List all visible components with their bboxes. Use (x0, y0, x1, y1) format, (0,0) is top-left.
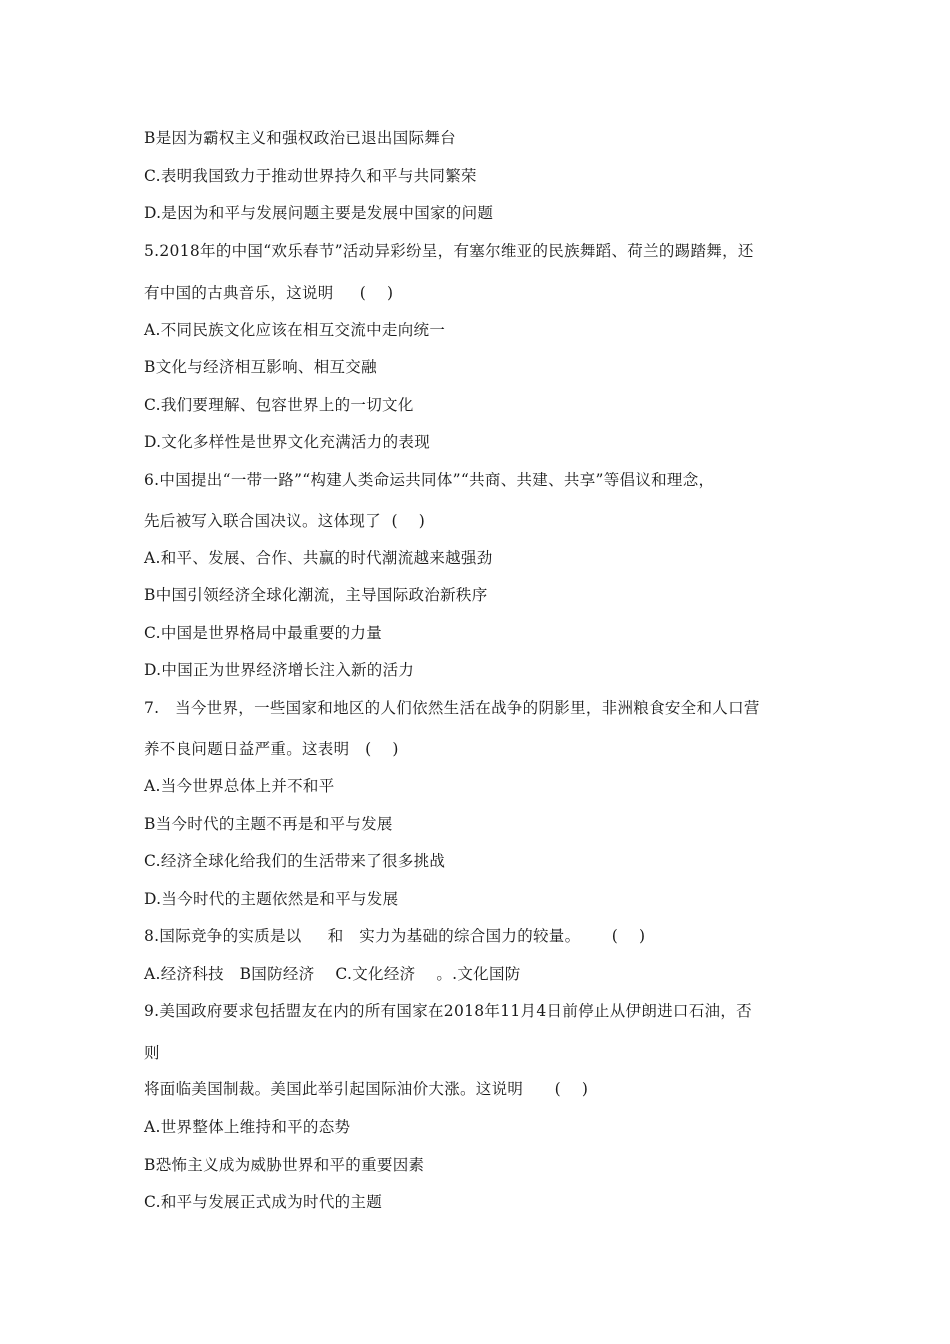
question-9-stem-line-3: 将面临美国制裁。美国此举引起国际油价大涨。这说明 ( ) (144, 1080, 589, 1098)
question-6-option-b: B中国引领经济全球化潮流，主导国际政治新秩序 (144, 586, 488, 604)
question-5-option-a: A.不同民族文化应该在相互交流中走向统一 (144, 321, 446, 339)
question-5-option-d: D.文化多样性是世界文化充满活力的表现 (144, 433, 431, 451)
question-6-stem-line-2: 先后被写入联合国决议。这体现了 ( ) (144, 512, 426, 530)
text-line-1: B是因为霸权主义和强权政治已退出国际舞台 (144, 129, 456, 147)
question-6-option-a: A.和平、发展、合作、共赢的时代潮流越来越强劲 (144, 549, 493, 567)
question-9-option-a: A.世界整体上维持和平的态势 (144, 1118, 351, 1136)
text-line-3: D.是因为和平与发展问题主要是发展中国家的问题 (144, 204, 494, 222)
question-7-stem-line-2: 养不良问题日益严重。这表明 ( ) (144, 740, 399, 758)
question-6-stem-line-1: 6.中国提出“一带一路”“构建人类命运共同体”“共商、共建、共享”等倡议和理念， (144, 471, 715, 489)
question-8-stem: 8.国际竞争的实质是以 和 实力为基础的综合国力的较量。 ( ) (144, 927, 646, 945)
question-7-option-c: C.经济全球化给我们的生活带来了很多挑战 (144, 852, 446, 870)
question-5-option-b: B文化与经济相互影响、相互交融 (144, 358, 377, 376)
question-5-stem-line-1: 5.2018年的中国“欢乐春节”活动异彩纷呈，有塞尔维亚的民族舞蹈、荷兰的踢踏舞，还 (144, 242, 754, 260)
question-8-options: A.经济科技 B国防经济 C.文化经济 。.文化国防 (144, 965, 521, 983)
question-9-option-c: C.和平与发展正式成为时代的主题 (144, 1193, 383, 1211)
question-9-stem-line-2: 则 (144, 1044, 160, 1062)
question-9-option-b: B恐怖主义成为威胁世界和平的重要因素 (144, 1156, 425, 1174)
question-7-option-a: A.当今世界总体上并不和平 (144, 777, 335, 795)
question-9-stem-line-1: 9.美国政府要求包括盟友在内的所有国家在2018年11月4日前停止从伊朗进口石油，否 (144, 1002, 752, 1020)
question-5-stem-line-2: 有中国的古典音乐，这说明 ( ) (144, 284, 394, 302)
question-6-option-d: D.中国正为世界经济增长注入新的活力 (144, 661, 415, 679)
question-5-option-c: C.我们要理解、包容世界上的一切文化 (144, 396, 414, 414)
question-7-option-b: B当今时代的主题不再是和平与发展 (144, 815, 393, 833)
question-7-stem-line-1: 7. 当今世界，一些国家和地区的人们依然生活在战争的阴影里，非洲粮食安全和人口营 (144, 699, 760, 717)
text-line-2: C.表明我国致力于推动世界持久和平与共同繁荣 (144, 167, 477, 185)
question-6-option-c: C.中国是世界格局中最重要的力量 (144, 624, 383, 642)
question-7-option-d: D.当今时代的主题依然是和平与发展 (144, 890, 399, 908)
